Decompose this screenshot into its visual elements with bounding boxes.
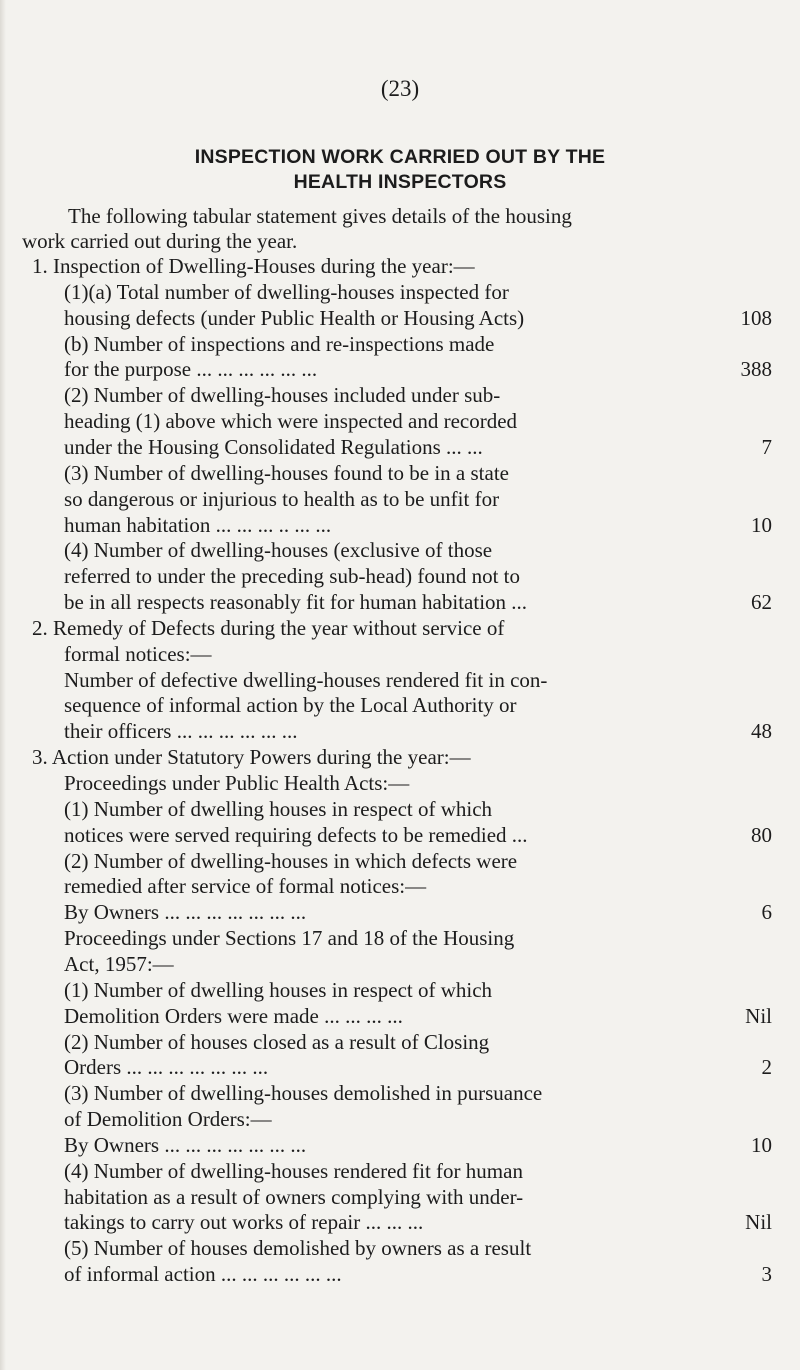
statement-line-value: Nil	[745, 1210, 772, 1234]
statement-line-text: under the Housing Consolidated Regulations ... ...	[64, 435, 483, 459]
scan-edge-shadow	[0, 0, 6, 1370]
statement-line-text: Act, 1957:—	[64, 952, 174, 976]
page-title-line-1: INSPECTION WORK CARRIED OUT BY THE	[194, 146, 606, 168]
statement-line-value: 6	[761, 900, 772, 924]
statement-line-text: sequence of informal action by the Local Authority or	[64, 693, 517, 717]
statement-line-text: (5) Number of houses demolished by owners as a result	[64, 1236, 532, 1260]
statement-line-text: so dangerous or injurious to health as to be unfit for	[64, 487, 500, 511]
statement-line-text: remedied after service of formal notices:—	[64, 874, 427, 898]
statement-line-text: heading (1) above which were inspected and recorded	[64, 409, 518, 433]
statement-line-value: 2	[761, 1055, 772, 1079]
statement-line-value: 48	[751, 719, 772, 743]
statement-line-text: habitation as a result of owners complying with under-	[64, 1185, 524, 1209]
statement-line-text: By Owners ... ... ... ... ... ... ...	[64, 1133, 307, 1157]
statement-line-value: 108	[740, 306, 772, 330]
statement-line-text: (4) Number of dwelling-houses rendered fit for human	[64, 1159, 523, 1183]
page-number: (23)	[380, 76, 420, 101]
intro-line-2: work carried out during the year.	[22, 229, 298, 253]
statement-line-text: (3) Number of dwelling-houses demolished in pursuance	[64, 1081, 543, 1105]
statement-line-text: (2) Number of dwelling-houses in which defects were	[64, 849, 518, 873]
statement-line-text: housing defects (under Public Health or Housing Acts)	[64, 306, 525, 330]
statement-line-text: (2) Number of houses closed as a result of Closing	[64, 1030, 490, 1054]
statement-line-text: 2. Remedy of Defects during the year without service of	[32, 616, 505, 640]
page-title-line-2: HEALTH INSPECTORS	[293, 171, 507, 193]
statement-line-value: 62	[751, 590, 772, 614]
statement-line-text: Demolition Orders were made ... ... ... ...	[64, 1004, 403, 1028]
statement-line-value: 10	[751, 513, 772, 537]
statement-line-text: By Owners ... ... ... ... ... ... ...	[64, 900, 307, 924]
statement-line-text: notices were served requiring defects to be remedied ...	[64, 823, 528, 847]
statement-line-text: takings to carry out works of repair ... ... ...	[64, 1210, 424, 1234]
statement-line-text: of informal action ... ... ... ... ... ...	[64, 1262, 342, 1286]
statement-line-text: (3) Number of dwelling-houses found to be in a state	[64, 461, 509, 485]
statement-line-text: Proceedings under Sections 17 and 18 of the Housing	[64, 926, 515, 950]
statement-line-value: 7	[761, 435, 772, 459]
statement-line-text: Number of defective dwelling-houses rendered fit in con-	[64, 668, 548, 692]
statement-line-value: 80	[751, 823, 772, 847]
statement-line-value: 10	[751, 1133, 772, 1157]
statement-line-text: (2) Number of dwelling-houses included under sub-	[64, 383, 501, 407]
statement-line-text: (1) Number of dwelling houses in respect of which	[64, 978, 493, 1002]
statement-line-text: (1)(a) Total number of dwelling-houses inspected for	[64, 280, 509, 304]
statement-line-text: (1) Number of dwelling houses in respect of which	[64, 797, 493, 821]
statement-line-text: of Demolition Orders:—	[64, 1107, 272, 1131]
statement-line-text: be in all respects reasonably fit for human habitation ...	[64, 590, 528, 614]
statement-line-value: 388	[740, 357, 772, 381]
statement-line-text: Orders ... ... ... ... ... ... ...	[64, 1055, 269, 1079]
statement-line-text: Proceedings under Public Health Acts:—	[64, 771, 410, 795]
statement-line-text: referred to under the preceding sub-head) found not to	[64, 564, 520, 588]
statement-line-text: (4) Number of dwelling-houses (exclusive of those	[64, 538, 493, 562]
statement-line-value: 3	[761, 1262, 772, 1286]
statement-line-text: formal notices:—	[64, 642, 212, 666]
statement-line-text: for the purpose ... ... ... ... ... ...	[64, 357, 318, 381]
statement-line-text: 1. Inspection of Dwelling-Houses during the year:—	[32, 254, 475, 278]
statement-line-text: human habitation ... ... ... .. ... ...	[64, 513, 332, 537]
intro-line-1: The following tabular statement gives details of the housing	[68, 204, 572, 228]
statement-line-value: Nil	[745, 1004, 772, 1028]
statement-line-text: (b) Number of inspections and re-inspections made	[64, 332, 495, 356]
statement-line-text: their officers ... ... ... ... ... ...	[64, 719, 298, 743]
statement-line-text: 3. Action under Statutory Powers during the year:—	[32, 745, 471, 769]
